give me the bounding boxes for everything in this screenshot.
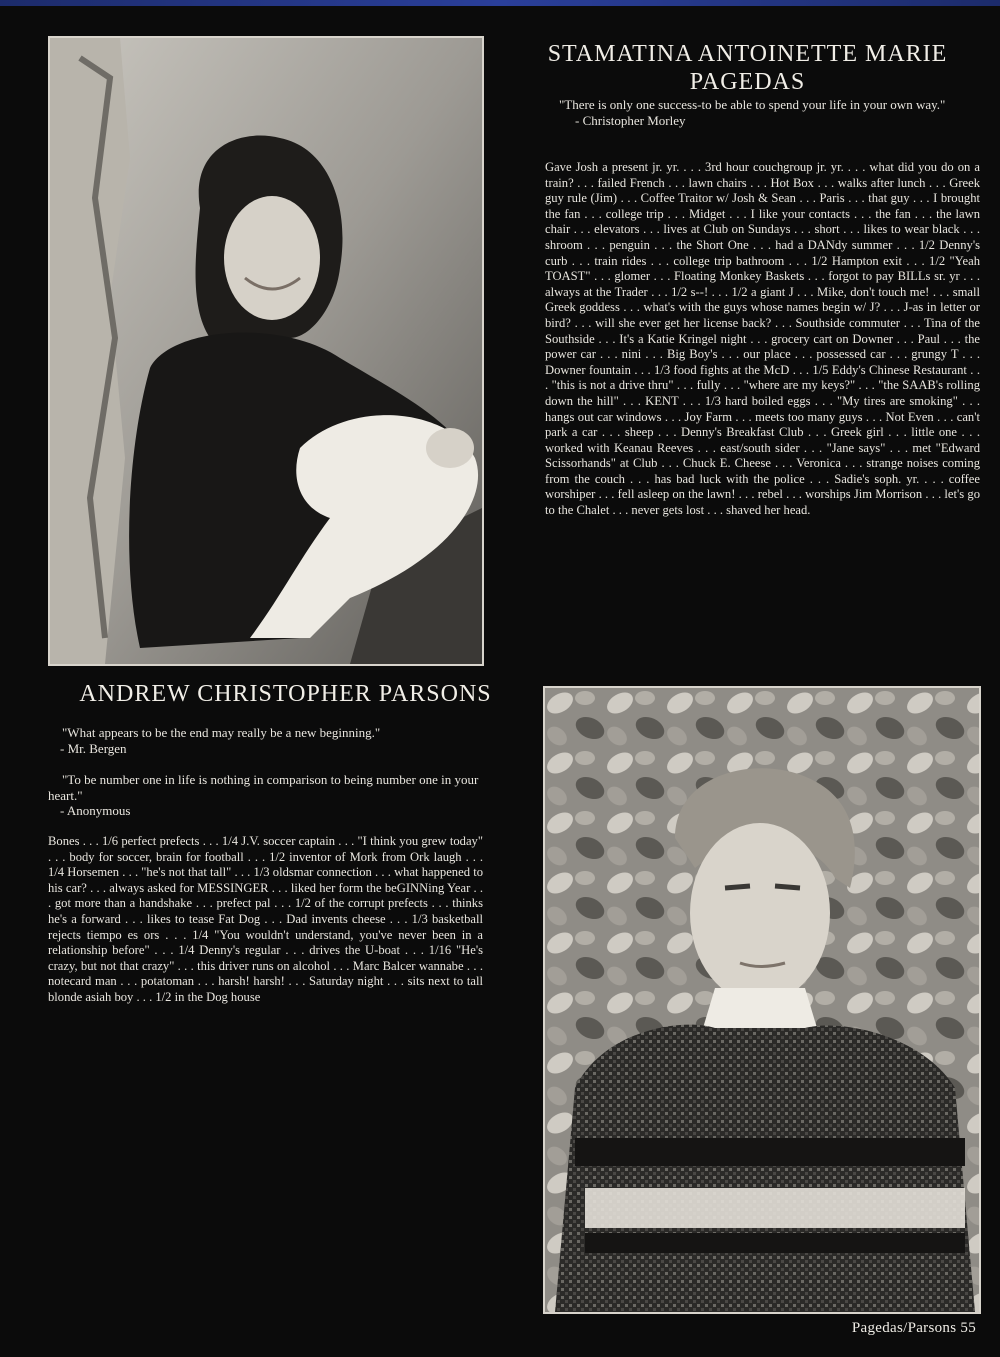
quote-attribution: - Mr. Bergen xyxy=(60,740,127,756)
portrait-photo-pagedas xyxy=(48,36,484,666)
student-name-parsons: ANDREW CHRISTOPHER PARSONS xyxy=(79,681,492,707)
quote-text: "To be number one in life is nothing in comparison to being number one in your heart." xyxy=(48,772,479,803)
portrait-illustration-woman xyxy=(50,38,482,664)
quote-attribution: - Anonymous xyxy=(60,803,131,818)
quote-text: "What appears to be the end may really be a new beginning." xyxy=(62,725,381,740)
quote-attribution: - Christopher Morley xyxy=(575,112,686,128)
quote-parsons-2 xyxy=(48,772,483,819)
top-color-band xyxy=(0,0,1000,6)
quote-text: "There is only one success-to be able to spend your life in your own way." xyxy=(559,97,946,112)
bio-parsons: Bones . . . 1/6 perfect prefects . . . 1/4 J.V. soccer captain . . . "I think you grew today" . . . body for soccer, brain for football . . . 1/2 inventor of Mork from Ork laugh . . . 1/4 Horsemen . . . "he's not that tall" . . . 1/3 oldsmar connection . . . what happened to his car? . . . always asked for MESSINGER . . . liked her form the beGINNing Year . . . got more than a handshake . . . prefect pal . . . 1/2 of the corrupt prefects . . . thinks he's a forward . . . likes to tease Fat Dog . . . Dad invents cheese . . . 1/3 basketball rejects tiempo es ors . . . 1/4 "You wouldn't understand, you've never been in a relationship before" . . . 1/4 Denny's regular . . . drives the U-boat . . . 1/16 "He's crazy, but not that crazy" . . . this driver runs on alcohol . . . Marc Balcer wannabe . . . notecard man . . . potatoman . . . harsh! harsh! . . . Saturday night . . . sits next to tall blonde asiah boy . . . 1/2 in the Dog house xyxy=(48,834,483,1004)
quote-parsons-1 xyxy=(48,725,483,756)
student-name-pagedas: STAMATINA ANTOINETTE MARIE PAGEDAS xyxy=(547,41,948,95)
portrait-photo-parsons xyxy=(543,686,981,1314)
quote-pagedas xyxy=(545,97,980,128)
bio-pagedas: Gave Josh a present jr. yr. . . . 3rd hour couchgroup jr. yr. . . . what did you do on a train? . . . failed French . . . lawn chairs . . . Hot Box . . . walks after lunch . . . Greek guy rule (Jim) . . . Coffee Traitor w/ Josh & Sean . . . Paris . . . that guy . . . I brought the fan . . . college trip . . . Midget . . . I like your contacts . . . the fan . . . the lawn chair . . . elevators . . . lives at Club on Sundays . . . short . . . likes to wear black . . . shroom . . . penguin . . . the Short One . . . had a DANdy summer . . . 1/2 Denny's curb . . . train rides . . . college trip bathroom . . . 1/2 Hampton exit . . . 1/2 "Yeah TOAST" . . . glomer . . . Floating Monkey Baskets . . . forgot to pay BILLs sr. yr . . . always at the Trader . . . 1/2 s--! . . . 1/2 a giant J . . . Mike, don't touch me! . . . small Greek goddess . . . what's with the guys whose names begin w/ J? . . . J-as in letter or bird? . . . will she ever get her license back? . . . Southside commuter . . . Tina of the Southside . . . It's a Katie Kringel night . . . grocery cart on Downer . . . Paul . . . the power car . . . nini . . . Big Boy's . . . our place . . . possessed car . . . grungy T . . . Downer fountain . . . 1/3 food fights at the McD . . . 1/5 Eddy's Chinese Restaurant . . . "this is not a drive thru" . . . fully . . . "where are my keys?" . . . "the SAAB's rolling down the hill" . . . KENT . . . 1/3 hard boiled eggs . . . "My tires are smoking" . . . hangs out car windows . . . Joy Farm . . . meets too many guys . . . Not Even . . . can't park a car . . . sheep . . . Denny's Breakfast Club . . . Greek girl . . . little one . . . worked with Keanau Reeves . . . east/south sider . . . "Jane says" . . . met "Edward Scissorhands" at Club . . . Chuck E. Cheese . . . Veronica . . . strange noises coming from the couch . . . has bad luck with the police . . . Sadie's soph. yr. . . . coffee worshiper . . . fell asleep on the lawn! . . . rebel . . . worships Jim Morrison . . . let's go to the Chalet . . . never gets lost . . . shaved her head. xyxy=(545,160,980,518)
page-footer: Pagedas/Parsons 55 xyxy=(851,1320,976,1336)
portrait-illustration-man xyxy=(545,688,979,1312)
